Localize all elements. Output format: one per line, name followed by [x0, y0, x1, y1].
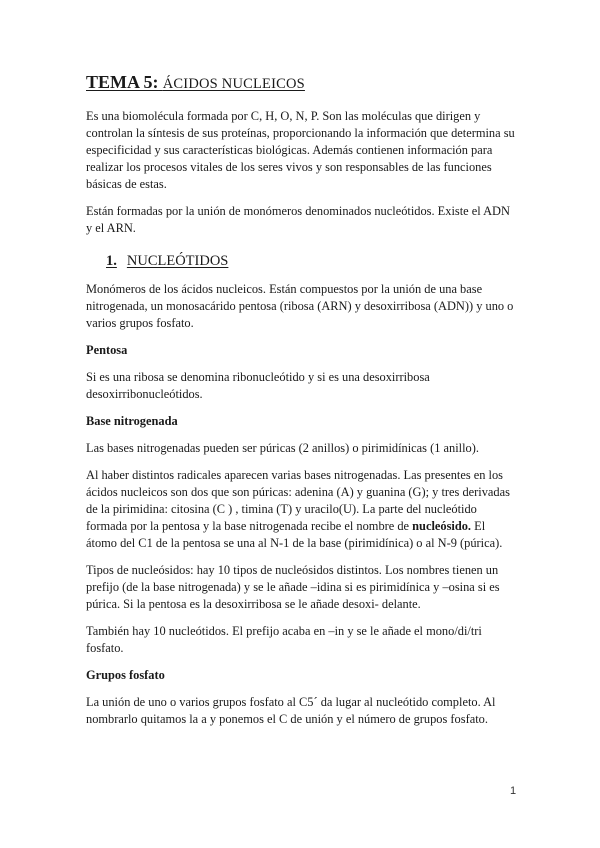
page-title: [86, 72, 516, 94]
subheading-pentosa: Pentosa: [86, 343, 128, 357]
pentosa-paragraph: Si es una ribosa se denomina ribonucleótido y si es una desoxirribosa desoxirribonucleótidos.: [86, 370, 430, 401]
section-number: 1.: [106, 253, 117, 269]
title-topic: ÁCIDOS NUCLEICOS: [162, 76, 305, 92]
base-paragraph-4: También hay 10 nucleótidos. El prefijo acaba en –in y se le añade el mono/di/tri fosfato.: [86, 624, 482, 655]
page-number: 1: [509, 785, 517, 797]
intro-paragraph-1: Es una biomolécula formada por C, H, O, N, P. Son las moléculas que dirigen y controlan la síntesis de sus proteínas, proporcionando la información que determina su especificidad y sus características biológicas. Además contienen información para realizar los procesos vitales de los seres vivos y son responsables de las funciones básicas de estas.: [86, 109, 515, 191]
fosfato-paragraph: La unión de uno o varios grupos fosfato al C5´ da lugar al nucleótido completo. Al nombrarlo quitamos la a y ponemos el C de unión y el número de grupos fosfato.: [86, 695, 496, 726]
title-tema: TEMA 5:: [86, 72, 159, 92]
page-content: [86, 72, 516, 738]
section-heading-nucleotidos: [106, 251, 516, 271]
base-paragraph-1: Las bases nitrogenadas pueden ser púricas (2 anillos) o pirimidínicas (1 anillo).: [86, 441, 479, 455]
section-intro-paragraph: Monómeros de los ácidos nucleicos. Están compuestos por la unión de una base nitrogenada, un monosacárido pentosa (ribosa (ARN) y desoxirribosa (ADN)) y uno o varios grupos fosfato.: [86, 282, 514, 330]
subheading-grupos-fosfato: Grupos fosfato: [86, 668, 165, 682]
subheading-base-nitrogenada: Base nitrogenada: [86, 414, 178, 428]
nucleosido-term: nucleósido.: [412, 519, 472, 533]
base-p2-text-after: El átomo del C1 de la pentosa se una al N-1 de la base (pirimidínica) o al N-9 (púrica).: [86, 519, 503, 550]
section-title: NUCLEÓTIDOS: [126, 253, 229, 269]
intro-paragraph-2: Están formadas por la unión de monómeros denominados nucleótidos. Existe el ADN y el ARN.: [86, 204, 510, 235]
base-paragraph-2: [86, 467, 516, 552]
base-paragraph-3: Tipos de nucleósidos: hay 10 tipos de nucleósidos distintos. Los nombres tienen un prefijo (de la base nitrogenada) y se le añade –idina si es pirimidínica y –osina si es púrica. Si la pentosa es la desoxirribosa se le añade desoxi- delante.: [86, 563, 500, 611]
base-p2-text-before: Al haber distintos radicales aparecen varias bases nitrogenadas. Las presentes en los ácidos nucleicos son dos que son púricas: adenina (A) y guanina (G); y tres derivadas de la pirimidina: citosina (C ) , timina (T) y uracilo(U). La parte del nucleótido formada por la pentosa y la base nitrogenada recibe el nombre de: [86, 468, 510, 533]
